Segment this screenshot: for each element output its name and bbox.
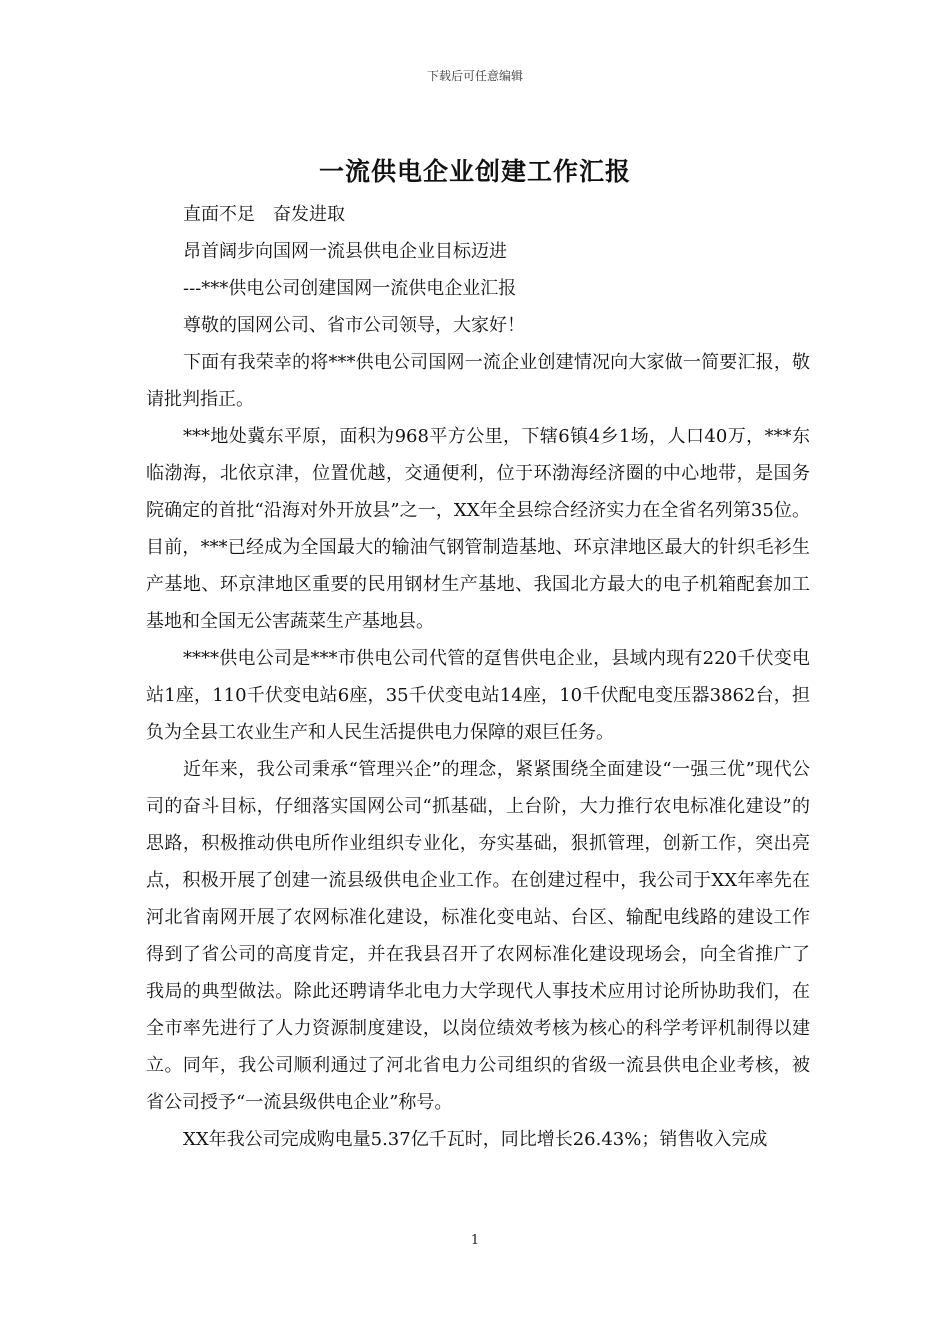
body-paragraph: 下面有我荣幸的将***供电公司国网一流企业创建情况向大家做一简要汇报，敬请批判指正。	[146, 352, 810, 410]
document-body	[146, 196, 810, 1158]
document-title: 一流供电企业创建工作汇报	[318, 157, 631, 186]
body-paragraph: 近年来，我公司秉承“管理兴企”的理念，紧紧围绕全面建设“一强三优”现代公司的奋斗目标，仔细落实国网公司“抓基础，上台阶，大力推行农电标准化建设”的思路，积极推动供电所作业组织专业化，夯实基础，狠抓管理，创新工作，突出亮点，积极开展了创建一流县级供电企业工作。在创建过程中，我公司于XX年率先在河北省南网开展了农网标准化建设，标准化变电站、台区、输配电线路的建设工作得到了省公司的高度肯定，并在我县召开了农网标准化建设现场会，向全省推广了我局的典型做法。除此还聘请华北电力大学现代人事技术应用讨论所协助我们，在全市率先进行了人力资源制度建设，以岗位绩效考核为核心的科学考评机制得以建立。同年，我公司顺利通过了河北省电力公司组织的省级一流县供电企业考核，被省公司授予“一流县级供电企业”称号。	[146, 759, 810, 1113]
subtitle-line-3: ---***供电公司创建国网一流供电企业汇报	[183, 278, 517, 299]
body-paragraph: ****供电公司是***市供电公司代管的趸售供电企业，县域内现有220千伏变电站1座，110千伏变电站6座，35千伏变电站14座，10千伏配电变压器3862台，担负为全县工农业生产和人民生活提供电力保障的艰巨任务。	[146, 648, 810, 743]
subtitle-line-2: 昂首阔步向国网一流县供电企业目标迈进	[183, 241, 507, 262]
body-paragraph: ***地处冀东平原，面积为968平方公里，下辖6镇4乡1场，人口40万，***东临渤海，北依京津，位置优越，交通便利，位于环渤海经济圈的中心地带，是国务院确定的首批“沿海对外开放县”之一，XX年全县综合经济实力在全省名列第35位。目前，***已经成为全国最大的输油气钢管制造基地、环京津地区最大的针织毛衫生产基地、环京津地区重要的民用钢材生产基地、我国北方最大的电子机箱配套加工基地和全国无公害蔬菜生产基地县。	[146, 426, 810, 632]
page-number: 1	[470, 1233, 480, 1248]
subtitle-line-1: 直面不足 奋发进取	[183, 204, 345, 225]
body-paragraph: XX年我公司完成购电量5.37亿千瓦时，同比增长26.43%；销售收入完成	[183, 1129, 768, 1150]
greeting: 尊敬的国网公司、省市公司领导，大家好！	[183, 315, 525, 336]
page-header-note: 下载后可任意编辑	[426, 69, 523, 83]
